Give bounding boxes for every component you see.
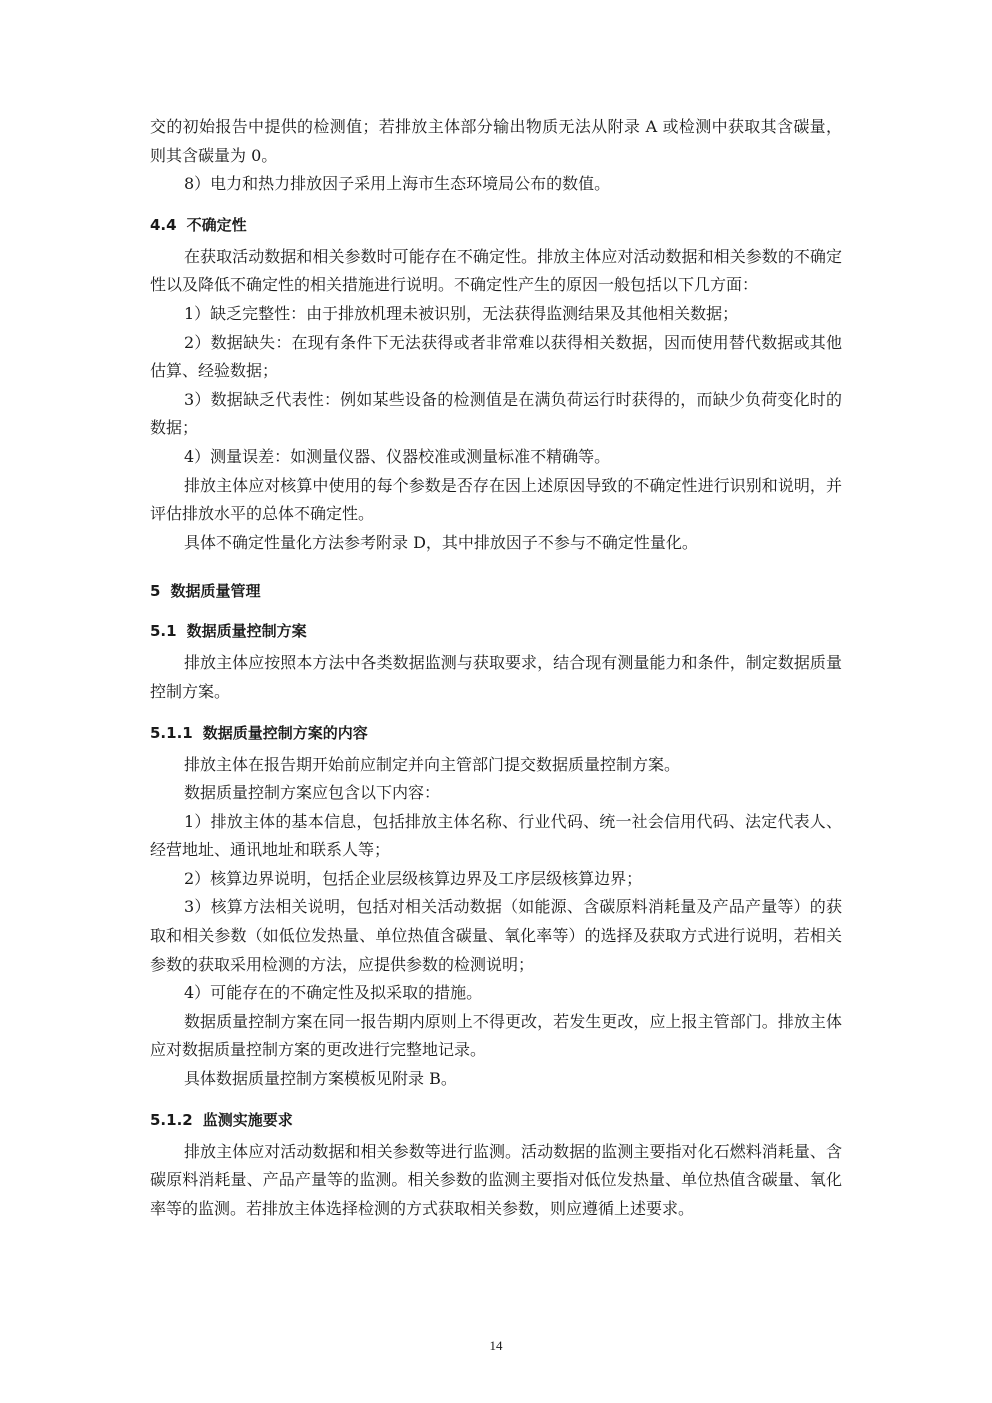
section-heading-5-1 — [150, 617, 842, 645]
paragraph: 交的初始报告中提供的检测值；若排放主体部分输出物质无法从附录 A 或检测中获取其含碳量，则其含碳量为 0。 — [150, 117, 842, 165]
section-number: 5.1.1 — [150, 723, 193, 742]
section-number: 5.1 — [150, 622, 177, 641]
paragraph: 在获取活动数据和相关参数时可能存在不确定性。排放主体应对活动数据和相关参数的不确定性以及降低不确定性的相关措施进行说明。不确定性产生的原因一般包括以下几方面： — [150, 246, 842, 295]
paragraph: 数据质量控制方案应包含以下内容： — [184, 783, 441, 803]
page-number: 14 — [489, 1338, 503, 1353]
paragraph: 排放主体在报告期开始前应制定并向主管部门提交数据质量控制方案。 — [184, 754, 681, 774]
paragraph: 数据质量控制方案在同一报告期内原则上不得更改，若发生更改，应上报主管部门。排放主体应对数据质量控制方案的更改进行完整地记录。 — [150, 1011, 842, 1060]
section-heading-4-4 — [150, 211, 842, 239]
list-item: 2）数据缺失：在现有条件下无法获得或者非常难以获得相关数据，因而使用替代数据或其他估算、经验数据； — [150, 332, 842, 381]
list-item: 2）核算边界说明，包括企业层级核算边界及工序层级核算边界； — [184, 868, 643, 888]
paragraph: 8）电力和热力排放因子采用上海市生态环境局公布的数值。 — [184, 174, 611, 194]
section-number: 5.1.2 — [150, 1110, 193, 1129]
paragraph: 具体不确定性量化方法参考附录 D，其中排放因子不参与不确定性量化。 — [184, 532, 698, 552]
section-number: 5 — [150, 582, 161, 601]
list-item: 1）缺乏完整性：由于排放机理未被识别，无法获得监测结果及其他相关数据； — [184, 303, 739, 323]
section-title: 数据质量管理 — [170, 582, 261, 601]
section-heading-5-1-2 — [150, 1106, 842, 1134]
list-item: 3）核算方法相关说明，包括对相关活动数据（如能源、含碳原料消耗量及产品产量等）的获取和相关参数（如低位发热量、单位热值含碳量、氧化率等）的选择及获取方式进行说明，若相关参数的获取采用检测的方法，应提供参数的检测说明； — [150, 897, 842, 974]
list-item: 3）数据缺乏代表性：例如某些设备的检测值是在满负荷运行时获得的，而缺少负荷变化时的数据； — [150, 389, 842, 438]
list-item: 1）排放主体的基本信息，包括排放主体名称、行业代码、统一社会信用代码、法定代表人、经营地址、通讯地址和联系人等； — [150, 811, 842, 860]
document-body — [150, 113, 842, 1223]
section-title: 数据质量控制方案的内容 — [202, 723, 368, 742]
section-heading-5 — [150, 577, 842, 605]
section-title: 监测实施要求 — [202, 1110, 293, 1129]
paragraph: 具体数据质量控制方案模板见附录 B。 — [184, 1069, 457, 1089]
paragraph: 排放主体应对活动数据和相关参数等进行监测。活动数据的监测主要指对化石燃料消耗量、含碳原料消耗量、产品产量等的监测。相关参数的监测主要指对低位发热量、单位热值含碳量、氧化率等的监测。若排放主体选择检测的方式获取相关参数，则应遵循上述要求。 — [150, 1141, 842, 1218]
section-title: 数据质量控制方案 — [186, 622, 307, 641]
list-item: 4）测量误差：如测量仪器、仪器校准或测量标准不精确等。 — [184, 446, 611, 466]
paragraph: 排放主体应按照本方法中各类数据监测与获取要求，结合现有测量能力和条件，制定数据质量控制方案。 — [150, 653, 842, 701]
section-number: 4.4 — [150, 215, 177, 234]
section-title: 不确定性 — [186, 215, 247, 234]
list-item: 4）可能存在的不确定性及拟采取的措施。 — [184, 983, 483, 1003]
section-heading-5-1-1 — [150, 719, 842, 747]
paragraph: 排放主体应对核算中使用的每个参数是否存在因上述原因导致的不确定性进行识别和说明，并评估排放水平的总体不确定性。 — [150, 475, 842, 524]
